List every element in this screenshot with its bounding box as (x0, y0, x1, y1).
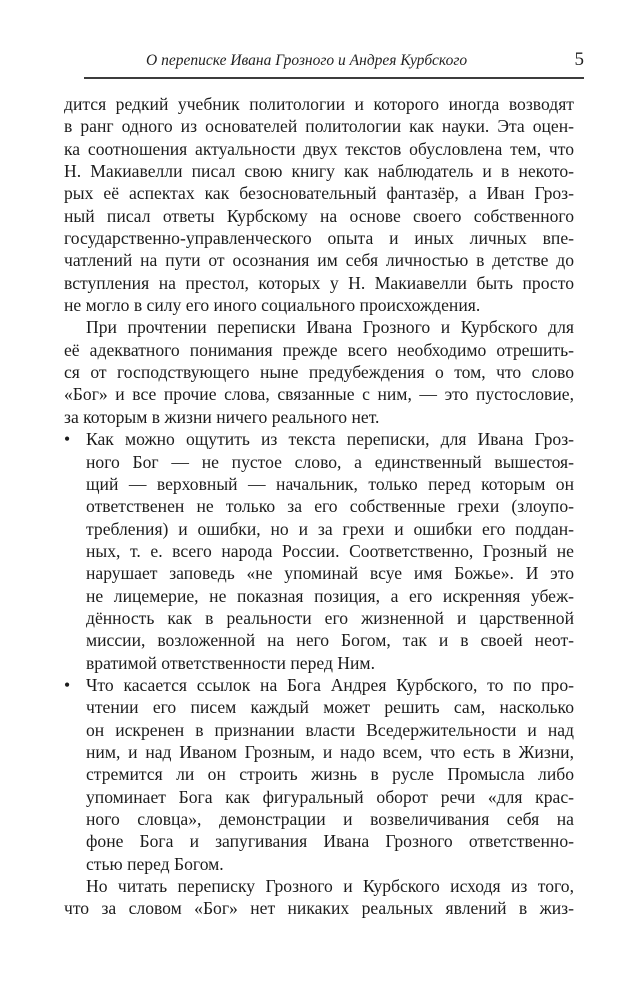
text-line: Но читать переписку Грозного и Курбского исходя из того, (86, 876, 574, 897)
text-line: ним, и над Иваном Грозным, и надо всем, что есть в Жизни, (86, 741, 574, 762)
text-line: ся от господствующего ныне предубеждения о том, что слово (64, 362, 574, 383)
bullet-item (64, 428, 574, 674)
text-line: дится редкий учебник политологии и которого иногда возводят (64, 94, 574, 114)
text-line: ка соотношения актуальности двух текстов обусловлена тем, что (64, 138, 574, 159)
bullet-text: Как можно ощутить из текста переписки, для Ивана Гроз- (86, 429, 574, 450)
running-title: О переписке Ивана Грозного и Андрея Курбского (146, 52, 468, 69)
text-line: он искренен в признании власти Вседержительности и над (86, 719, 574, 740)
text-line: её адекватного понимания прежде всего необходимо отрешить- (64, 339, 574, 360)
text-line (64, 674, 574, 696)
text-line: что за словом «Бог» нет никаких реальных явлений в жиз- (64, 898, 574, 919)
page-number: 5 (574, 49, 584, 70)
page-header (84, 48, 584, 80)
text-line: стью перед Богом. (86, 853, 224, 874)
text-line: щий — верховный — начальник, только перед которым он (86, 473, 574, 494)
text-line: нарушает заповедь «не упоминай всуе имя Божье». И это (86, 563, 574, 584)
text-line: рых её аспектах как безосновательный фантазёр, а Иван Гроз- (64, 183, 574, 204)
text-line: не лицемерие, не показная позиция, а его искренняя убеж- (86, 585, 574, 606)
text-line: ного словца», демонстрации и возвеличивания себя на (86, 809, 574, 829)
text-line: «Бог» и все прочие слова, связанные с ним, — это пустословие, (64, 384, 574, 405)
text-line: требления) и ошибки, но и за грехи и ошибки его поддан- (86, 518, 574, 539)
text-line: чатлений на пути от осознания им себя личностью в детстве до (64, 250, 574, 271)
text-line: ных, т. е. всего народа России. Соответственно, Грозный не (86, 540, 574, 561)
text-line: ный писал ответы Курбскому на основе своего собственного (64, 205, 574, 226)
header-rule (84, 77, 584, 79)
text-line: чтении его писем каждый может решить сам, насколько (86, 697, 574, 718)
text-line: вступления на престол, которых у Н. Макиавелли быть просто (64, 272, 574, 293)
paragraph (64, 875, 574, 920)
bullet-text: Что касается ссылок на Бога Андрея Курбского, то по про- (86, 674, 574, 695)
bullet-marker: • (64, 674, 71, 695)
text-line: ответственен не только за его собственные грехи (злоупо- (86, 496, 574, 517)
text-line: миссии, возложенной на него Богом, так и в своей неот- (86, 630, 574, 651)
text-line: в ранг одного из основателей политологии как науки. Эта оцен- (64, 116, 574, 137)
text-line (64, 428, 574, 450)
text-line: упоминает Бога как фигуральный оборот речи «для крас- (86, 786, 574, 807)
text-line: государственно-управленческого опыта и иных личных впе- (64, 228, 574, 249)
text-line: Н. Макиавелли писал свою книгу как наблюдатель и в некото- (64, 161, 574, 182)
text-line: При прочтении переписки Ивана Грозного и Курбского для (86, 317, 574, 338)
text-line: за которым в жизни ничего реального нет. (64, 406, 380, 427)
text-line: ного Бог — не пустое слово, а единственный вышестоя- (86, 451, 574, 472)
bullet-marker: • (64, 429, 71, 450)
paragraph-continued (64, 93, 574, 316)
text-line: не могло в силу его иного социального происхождения. (64, 295, 481, 316)
text-line: вратимой ответственности перед Ним. (86, 652, 375, 673)
text-line: дённость как в реальности его жизненной и царственной (86, 607, 574, 628)
text-line: стремится ли он строить жизнь в русле Промысла либо (86, 764, 574, 785)
paragraph (64, 316, 574, 428)
page-body (64, 93, 574, 920)
bullet-item (64, 674, 574, 875)
text-line: фоне Бога и запугивания Ивана Грозного ответственно- (86, 831, 574, 852)
